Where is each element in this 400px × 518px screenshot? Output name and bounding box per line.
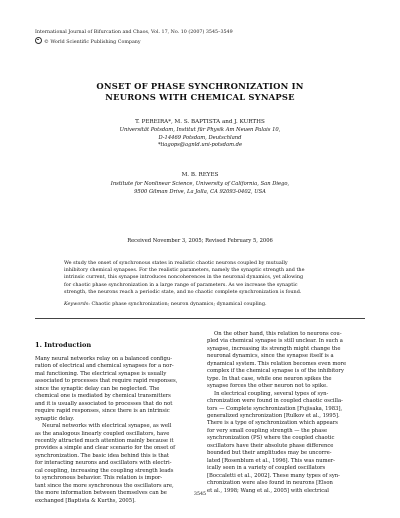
- body-line: There is a type of synchronization which appears: [207, 420, 338, 427]
- author-list-secondary: M. B. REYES: [181, 172, 219, 178]
- body-line: tors — Complete synchronization [Fujisaka, 1983],: [207, 405, 343, 412]
- body-line: synaptic delay.: [35, 415, 75, 422]
- body-line: synapse, increasing its strength might change the: [207, 345, 341, 352]
- body-line: synchronization (PS) where the coupled chaotic: [207, 435, 335, 442]
- body-line: neuronal dynamics, since the synapse itself is a: [207, 353, 334, 360]
- abstract-line: strength, the neurons reach a periodic state, and no chaotic complete synchronization is found.: [64, 288, 302, 295]
- affiliation-line: 9500 Gilman Drive, La Jolla, CA 92093-0402, USA: [134, 188, 266, 195]
- body-line: to synchronous behavior. This relation is impor-: [35, 475, 163, 482]
- body-line: Many neural networks relay on a balanced configu-: [35, 356, 173, 362]
- body-line: Neural networks with electrical synapse, as well: [42, 423, 172, 430]
- affiliation-secondary: [0, 181, 400, 196]
- abstract-line: intrinsic current, this synapse introduces noncoherences in the neuronal dynamics, yet allowing: [64, 274, 304, 281]
- body-line: generalized synchronization [Rulkov et al., 1995].: [207, 412, 340, 419]
- body-line: pled via chemical synapse is still unclear. In such a: [207, 338, 343, 345]
- body-line: chronization were found in coupled chaotic oscilla-: [207, 398, 343, 405]
- page-number: 3545: [193, 492, 207, 497]
- abstract: [64, 260, 336, 296]
- body-line: bounded but their amplitudes may be uncorre-: [207, 450, 332, 457]
- received-dates: Received November 3, 2005; Revised February 5, 2006: [127, 238, 273, 244]
- author-email: *tiagops@agnld.uni-potsdam.de: [157, 142, 243, 149]
- body-line: ration of electrical and chemical synapses for a nor-: [35, 363, 174, 370]
- body-line: chronization were also found in neurons [Elson: [207, 480, 333, 487]
- body-line: On the other hand, this relation to neurons cou-: [214, 331, 342, 337]
- keywords: [64, 301, 336, 307]
- body-line: exchanged [Baptista & Kurths, 2005].: [35, 497, 136, 504]
- title-line: ONSET OF PHASE SYNCHRONIZATION IN: [96, 81, 304, 91]
- body-line: dynamical system. This relation becomes even more: [207, 360, 347, 367]
- journal-citation: International Journal of Bifurcation and Chaos, Vol. 17, No. 10 (2007) 3545–3549: [35, 30, 233, 35]
- body-line: and it is usually associated to processes that do not: [35, 400, 173, 407]
- affiliation-line: Universität Potsdam, Institut für Physik Am Neuen Palais 10,: [119, 127, 281, 133]
- divider: [35, 318, 365, 319]
- body-line: cal coupling, increasing the coupling strength leads: [35, 467, 174, 474]
- body-line: require rapid responses, since there is an intrinsic: [35, 408, 170, 415]
- body-line: et al., 1998; Wang et al., 2005] with electrical: [207, 487, 329, 494]
- abstract-line: We study the onset of synchronous states in realistic chaotic neurons coupled by mutually: [64, 260, 288, 266]
- abstract-line: for chaotic phase synchronization in a large range of parameters. As we increase the synaptic: [64, 281, 298, 288]
- body-line: for interacting neurons and oscillators with electri-: [35, 460, 172, 467]
- body-line: type. In that case, while one neuron spikes the: [207, 375, 332, 382]
- body-line: the more information between themselves can be: [35, 490, 167, 497]
- journal-header: [35, 30, 233, 46]
- body-line: associated to processes that require rapid responses,: [35, 378, 178, 385]
- section-heading: 1. Introduction: [35, 341, 92, 349]
- publisher-text: © World Scientific Publishing Company: [44, 39, 141, 45]
- body-line: mal functioning. The electrical synapse is usually: [35, 370, 167, 377]
- affiliation-line: D-14469 Potsdam, Deutschland: [158, 134, 242, 141]
- affiliation-line: Institute for Nonlinear Science, University of California, San Diego,: [110, 181, 290, 187]
- body-line: since the synaptic delay can be neglected. The: [35, 385, 160, 392]
- body-line: oscillators have their absolute phase difference: [207, 442, 334, 449]
- keywords-text: : Chaotic phase synchronization; neuron dynamics; dynamical coupling.: [88, 301, 267, 307]
- body-line: as the analogous linearly coupled oscillators, have: [35, 430, 170, 437]
- body-line: [Boccaletti et al., 2002]. These many types of syn-: [207, 472, 340, 479]
- abstract-line: inhibitory chemical synapses. For the realistic parameters, namely the synaptic strength and the: [64, 267, 305, 274]
- publisher-line: [35, 37, 233, 47]
- author-list-primary: T. PEREIRA*, M. S. BAPTISTA and J. KURTHS: [135, 119, 265, 125]
- publisher-logo-icon: [35, 37, 42, 44]
- title-line: NEURONS WITH CHEMICAL SYNAPSE: [105, 92, 295, 102]
- body-line: recently attracted much attention mainly because it: [35, 437, 174, 444]
- body-line: tant since the more synchronous the oscillators are,: [35, 482, 174, 489]
- body-line: synapse forces the other neuron not to spike.: [207, 383, 328, 390]
- body-line: for very small coupling strength — the phase: [207, 427, 328, 434]
- body-line: complex if the chemical synapse is of the inhibitory: [207, 368, 344, 375]
- paper-title: [0, 81, 400, 103]
- body-line: lated [Rosenblum et al., 1996]. This was numer-: [207, 457, 335, 464]
- left-column: [35, 356, 192, 505]
- body-line: synchronization. The basic idea behind this is that: [35, 452, 169, 459]
- body-line: chemical one is mediated by chemical transmitters: [35, 393, 171, 400]
- affiliation-primary: [0, 127, 400, 150]
- right-column: [207, 331, 364, 495]
- body-line: In electrical coupling, several types of syn-: [214, 390, 329, 397]
- body-line: provides a simple and clear scenario for the onset of: [35, 445, 176, 452]
- body-line: ically seen in a variety of coupled oscillators: [207, 465, 326, 472]
- keywords-label: Keywords: [64, 301, 89, 307]
